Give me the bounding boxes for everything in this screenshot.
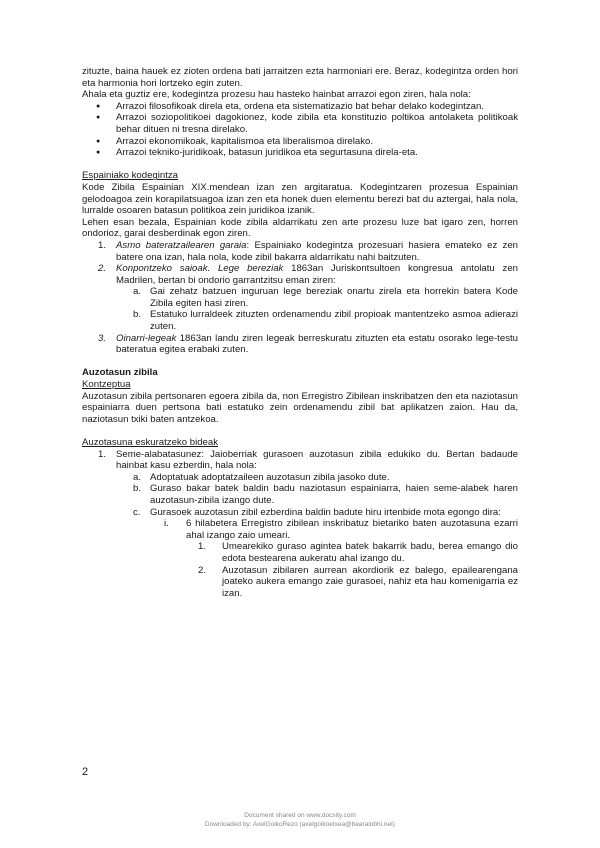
period-text: 1863an landu ziren legeak berreskuratu zituzten eta estatu osorako lege-testu bateratua egitea erabaki zuten. (116, 332, 518, 356)
list-text: Umearekiko guraso agintea batek bakarrik badu, berea emango dio edota bestearena aukeratu ahal izango du. (222, 541, 518, 564)
list-item: ● Arrazoi soziopolitikoei dagokionez, kode zibila eta konstituzio poltikoa antolaketa politikoak behar dituen ni tresna direlako. (82, 112, 518, 135)
period-text: : Espainiako kodegintza prozesuari hasiera emateko ez zen batere ona izan, hala nola, kode zibil bakarra aldarrikatu nahi baitzuten. (116, 239, 518, 263)
list-item (128, 507, 518, 600)
list-item (82, 240, 518, 263)
list-text: Gai zehatz batzuen inguruan lege bereziak onartu zirela eta horrekin batera Kode Zibila egiten hasi ziren. (150, 286, 518, 309)
numbered-list (186, 541, 518, 599)
list-text: Seme-alabatasunez: Jaioberriak gurasoen auzotasun zibila edukiko du. Bertan badaude hainbat kasu ezberdin, hala nola: (116, 448, 518, 472)
list-number: 2. (98, 263, 107, 275)
list-item (82, 263, 518, 333)
paragraph: Lehen esan bezala, Espainian kode zibila aldarrikatu zen arte prozesu luze bat igaro zen, horren ondorioz, garai desberdinak egon ziren. (82, 216, 518, 240)
document-body (82, 66, 518, 599)
list-text: 6 hilabetera Erregistro zibilean inskribatuz bietariko baten auzotasuna ezarri ahal izango zaio umeari. (186, 518, 518, 541)
paragraph: Ahala eta guztiz ere, kodegintza prozesu hau hasteko hainbat arrazoi egon ziren, hala nola: (82, 89, 471, 101)
list-text: Adoptatuak adoptatzaileen auzotasun zibila jasoko dute. (150, 471, 390, 483)
period-title: Asmo bateratzailearen garaia (116, 239, 247, 251)
footer-downloaded: Downloaded by: AxelGoikoRezo (axelgoikoetxea@bearainbhi.net) (204, 821, 396, 828)
list-item (128, 309, 518, 332)
list-item: ● Arrazoi filosofikoak direla eta, ordena eta sistematizazio bat behar delako kodegintzan. (82, 101, 518, 113)
paragraph: zituzte, baina hauek ez zioten ordena bati jarraitzen ezta harmoniari ere. Beraz, kodegintza orden hori eta harmonia hori lortzeko egin zuten. (82, 66, 518, 89)
sub-list (116, 286, 518, 332)
period-title: Oinarri-legeak (116, 332, 177, 344)
list-item (186, 565, 518, 600)
list-item: ● Arrazoi tekniko-juridikoak, batasun juridikoa eta segurtasuna direla-eta. (82, 147, 518, 159)
list-item: ● Arrazoi ekonomikoak, kapitalismoa eta liberalismoa direlako. (82, 136, 518, 148)
list-item (150, 518, 518, 599)
period-text: 1863an Juriskontsultoen kongresua antolatu zen Madrilen, bertan bi ondorio garrantzitsu eman ziren: (116, 263, 519, 286)
period-title: Konpontzeko saioak. Lege bereziak (116, 263, 284, 275)
paragraph: Auzotasun zibila pertsonaren egoera zibila da, non Erregistro Zibilean inskribatzen den eta naziotasun espainiarra duen pertsona bati estatuko zein ordenamendu zibil bat aplikatzen zaion. Hau da, naziotasun txiki baten antzekoa. (82, 390, 518, 425)
section-heading-spain: Espainiako kodegintza (82, 170, 179, 182)
list-item (128, 483, 518, 506)
bideak-list (82, 449, 518, 600)
list-item (82, 333, 518, 356)
section-heading-auzotasun: Auzotasun zibila (82, 367, 158, 379)
list-number: 3. (98, 332, 107, 344)
list-number: 2. (198, 564, 207, 576)
list-item (186, 541, 518, 564)
list-letter: b. (133, 309, 142, 321)
reasons-list (82, 101, 518, 159)
list-number: 1. (198, 541, 207, 553)
paragraph: Kode Zibila Espainian XIX.mendean izan zen argitaratua. Kodegintzaren prozesua Espainian gelodoagoa zein korapilatsuagoa izan zen eta honek duen elementu berezi bat du aztergai, hala nola, lurralde osoaren batasun politikoa zein juridikoa izanik. (82, 181, 518, 217)
list-text: Guraso bakar batek baldin badu naziotasun espainiarra, haien seme-alabek haren auzotasun-zibila izango dute. (150, 483, 518, 506)
list-item (128, 472, 518, 484)
list-letter: b. (133, 483, 142, 495)
page-number: 2 (82, 766, 89, 778)
list-roman: i. (164, 518, 169, 530)
list-letter: c. (133, 506, 141, 518)
spain-periods-list (82, 240, 518, 356)
footer-shared: Document shared on www.docsity.com (244, 812, 356, 819)
list-number: 1. (98, 448, 107, 460)
subheading-bideak: Auzotasuna eskuratzeko bideak (82, 437, 218, 448)
list-number: 1. (98, 239, 107, 251)
sub-list (116, 472, 518, 600)
list-text: Gurasoek auzotasun zibil ezberdina baldin badute hiru irtenbide mota egongo dira: (150, 506, 501, 518)
list-text: Estatuko lurraldeek zituzten ordenamendu zibil propioak mantentzeko asmoa adierazi zuten. (150, 309, 518, 333)
list-text: Auzotasun zibilaren aurrean akordiorik ez balego, epailearengana joateko aukera emango zaie gurasoei, nahiz eta hau komenigarria ez izan. (222, 564, 518, 599)
list-item (128, 286, 518, 309)
roman-list (150, 518, 518, 599)
list-letter: a. (133, 471, 142, 483)
list-letter: a. (133, 286, 142, 298)
subheading-kontzeptua: Kontzeptua (82, 379, 131, 391)
list-item (82, 449, 518, 600)
